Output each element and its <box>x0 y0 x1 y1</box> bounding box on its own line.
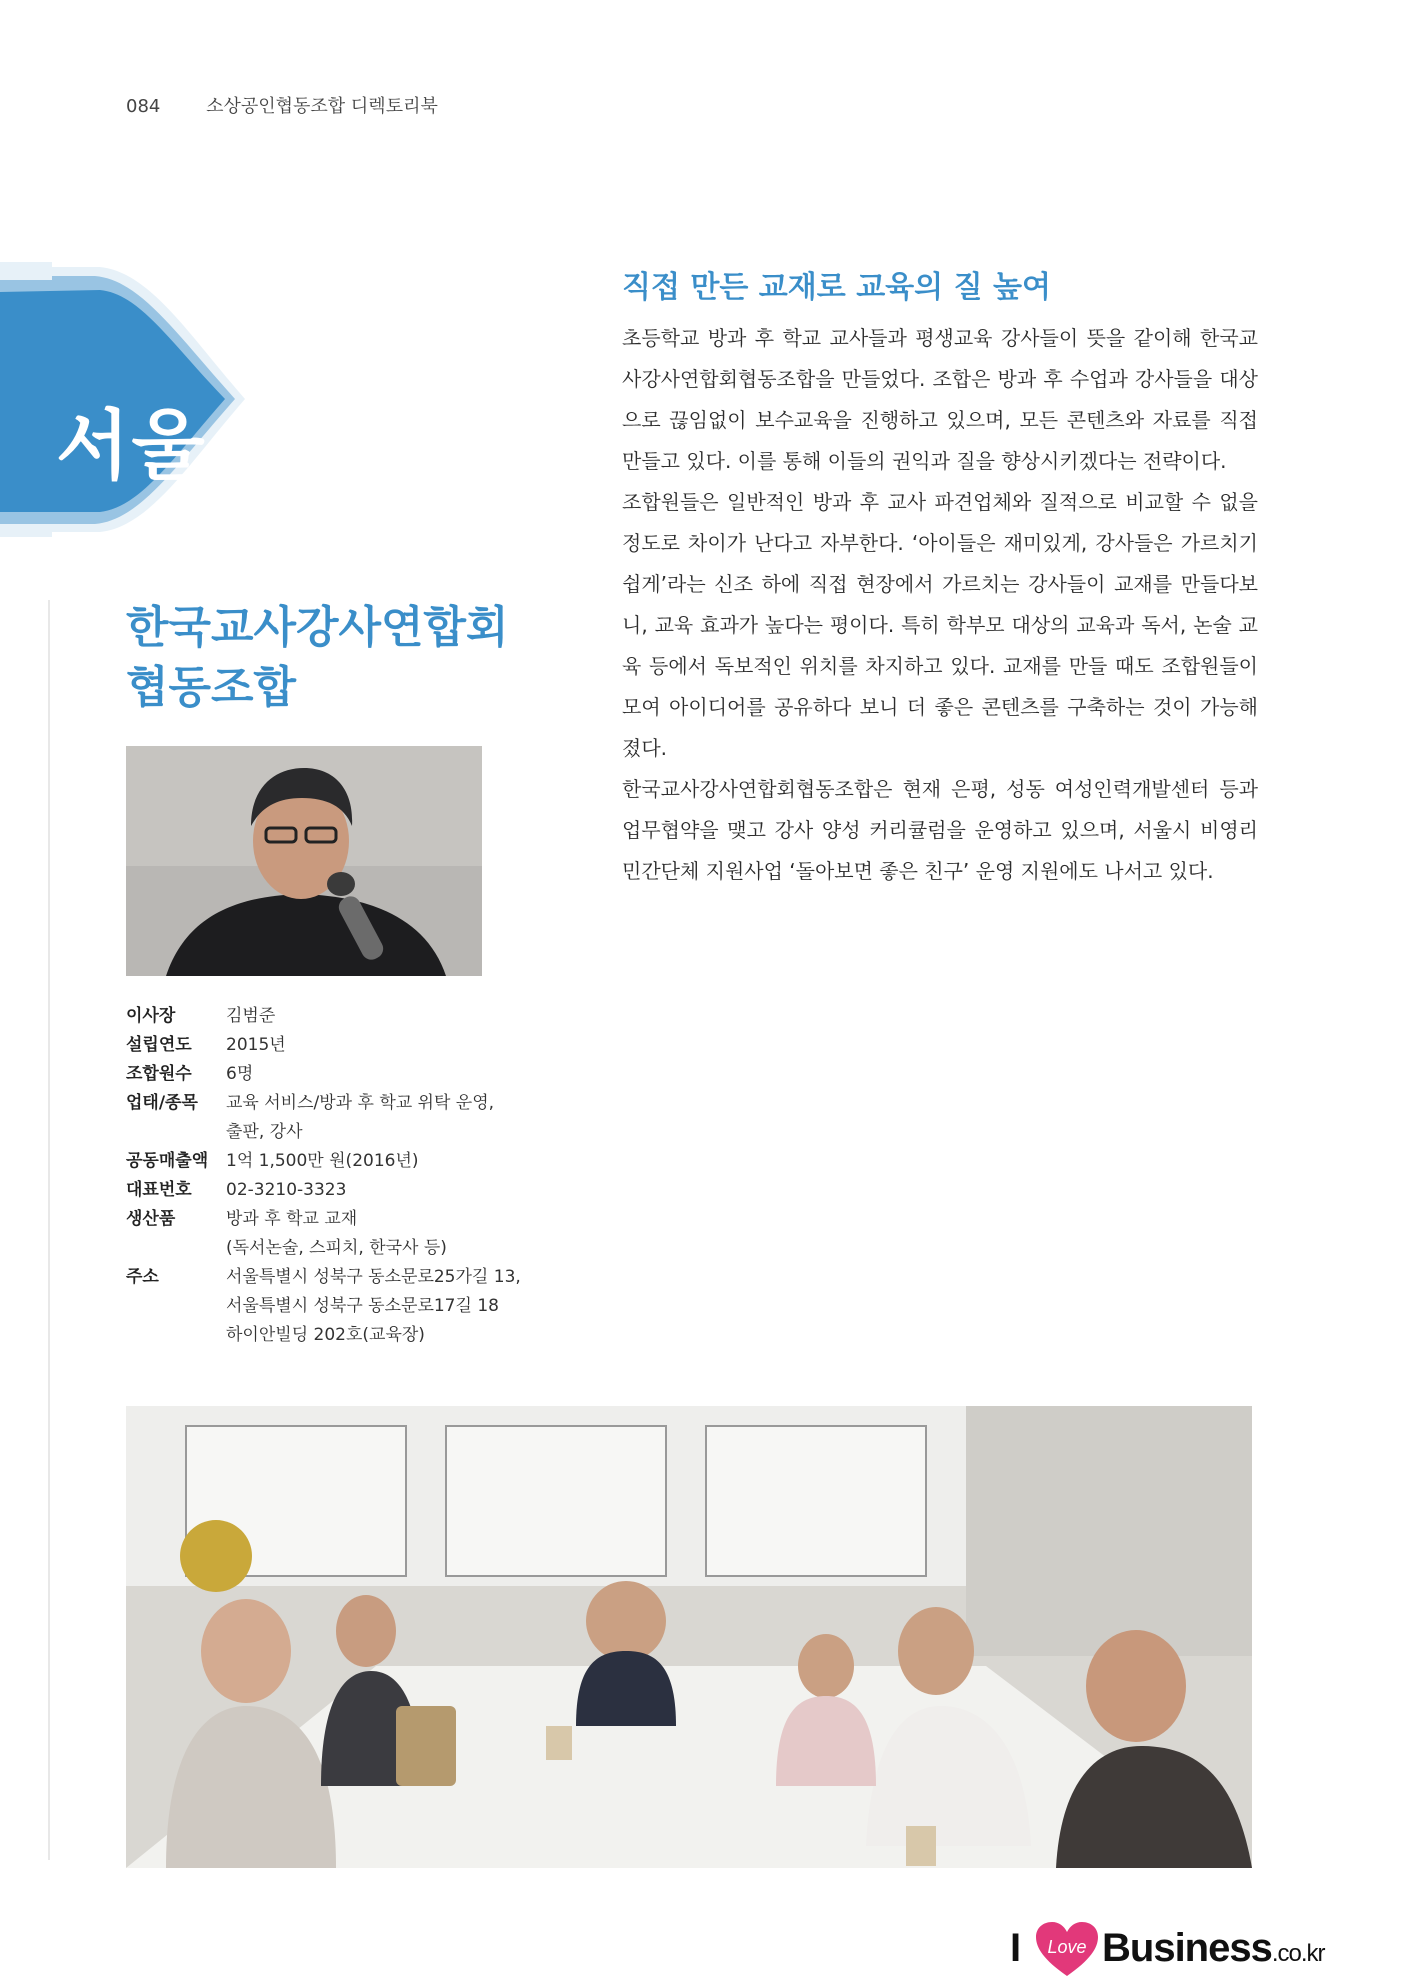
info-value <box>226 1263 526 1350</box>
info-label: 대표번호 <box>126 1180 192 1200</box>
info-value-line: 김범준 <box>226 1006 276 1026</box>
info-row <box>126 1031 526 1060</box>
info-table <box>126 1002 526 1350</box>
info-row <box>126 1060 526 1089</box>
info-value <box>226 1060 526 1089</box>
info-row <box>126 1263 526 1350</box>
article-paragraph: 조합원들은 일반적인 방과 후 교사 파견업체와 질적으로 비교할 수 없을 정도로 차이가 난다고 자부한다. ‘아이들은 재미있게, 강사들은 가르치기 쉽게’라는 신조 하에 직접 현장에서 가르치는 강사들이 교재를 만들다보니, 교육 효과가 높다는 평이다. 특히 학부모 대상의 교육과 독서, 논술 교육 등에서 독보적인 위치를 차지하고 있다. 교재를 만들 때도 조합원들이 모여 아이디어를 공유하다 보니 더 좋은 콘텐츠를 구축하는 것이 가능해졌다. <box>622 490 1258 760</box>
portrait-photo <box>126 746 482 976</box>
info-value <box>226 1147 526 1176</box>
info-label: 업태/종목 <box>126 1093 198 1113</box>
book-title: 소상공인협동조합 디렉토리북 <box>206 96 438 117</box>
heart-icon <box>1034 1920 1100 1984</box>
article-title: 직접 만든 교재로 교육의 질 높여 <box>622 270 1051 305</box>
info-row <box>126 1089 526 1147</box>
page-header <box>126 92 438 118</box>
info-value-line: 1억 1,500만 원(2016년) <box>226 1151 419 1171</box>
info-row <box>126 1147 526 1176</box>
logo-i: I <box>1010 1926 1022 1970</box>
article-paragraph: 한국교사강사연합회협동조합은 현재 은평, 성동 여성인력개발센터 등과 업무협약을 맺고 강사 양성 커리큘럼을 운영하고 있으며, 서울시 비영리 민간단체 지원사업 ‘돌아보면 좋은 친구’ 운영 지원에도 나서고 있다. <box>622 777 1258 883</box>
info-value <box>226 1176 526 1205</box>
info-label: 설립연도 <box>126 1035 192 1055</box>
info-value <box>226 1089 526 1147</box>
organization-name-line1: 한국교사강사연합회 <box>126 602 509 653</box>
meeting-photo <box>126 1406 1252 1868</box>
logo-business-text: Business <box>1102 1926 1272 1970</box>
info-label: 조합원수 <box>126 1064 192 1084</box>
info-value-line: 방과 후 학교 교재 <box>226 1209 358 1229</box>
info-value-line: 02-3210-3323 <box>226 1180 347 1200</box>
organization-name-line2: 협동조합 <box>126 662 297 713</box>
info-value-line: 서울특별시 성북구 동소문로17길 18 <box>226 1296 499 1316</box>
info-value-line: 출판, 강사 <box>226 1122 303 1142</box>
article-body <box>622 318 1258 892</box>
info-value-line: 2015년 <box>226 1035 286 1055</box>
site-logo <box>1010 1920 1325 1970</box>
info-value <box>226 1031 526 1060</box>
article-paragraph: 초등학교 방과 후 학교 교사들과 평생교육 강사들이 뜻을 같이해 한국교사강사연합회협동조합을 만들었다. 조합은 방과 후 수업과 강사들을 대상으로 끊임없이 보수교육을 진행하고 있으며, 모든 콘텐츠와 자료를 직접 만들고 있다. 이를 통해 이들의 권익과 질을 향상시키겠다는 전략이다. <box>622 326 1258 473</box>
logo-love: Love <box>1047 1937 1087 1957</box>
info-value <box>226 1002 526 1031</box>
info-row <box>126 1176 526 1205</box>
logo-business <box>1102 1926 1325 1971</box>
info-label: 공동매출액 <box>126 1151 209 1171</box>
page-number: 084 <box>126 96 161 117</box>
region-label: 서울 <box>56 401 207 490</box>
info-value-line: 교육 서비스/방과 후 학교 위탁 운영, <box>226 1093 495 1113</box>
info-value-line: (독서논술, 스피치, 한국사 등) <box>226 1238 447 1258</box>
info-value-line: 하이안빌딩 202호(교육장) <box>226 1325 425 1345</box>
info-label: 이사장 <box>126 1006 176 1026</box>
left-margin-rule <box>48 600 50 1860</box>
info-label: 생산품 <box>126 1209 176 1229</box>
info-row <box>126 1002 526 1031</box>
info-value-line: 서울특별시 성북구 동소문로25가길 13, <box>226 1267 521 1287</box>
organization-name <box>126 598 546 718</box>
info-row <box>126 1205 526 1263</box>
info-value-line: 6명 <box>226 1064 254 1084</box>
logo-domain: .co.kr <box>1271 1940 1325 1967</box>
info-label: 주소 <box>126 1267 159 1287</box>
info-value <box>226 1205 526 1263</box>
